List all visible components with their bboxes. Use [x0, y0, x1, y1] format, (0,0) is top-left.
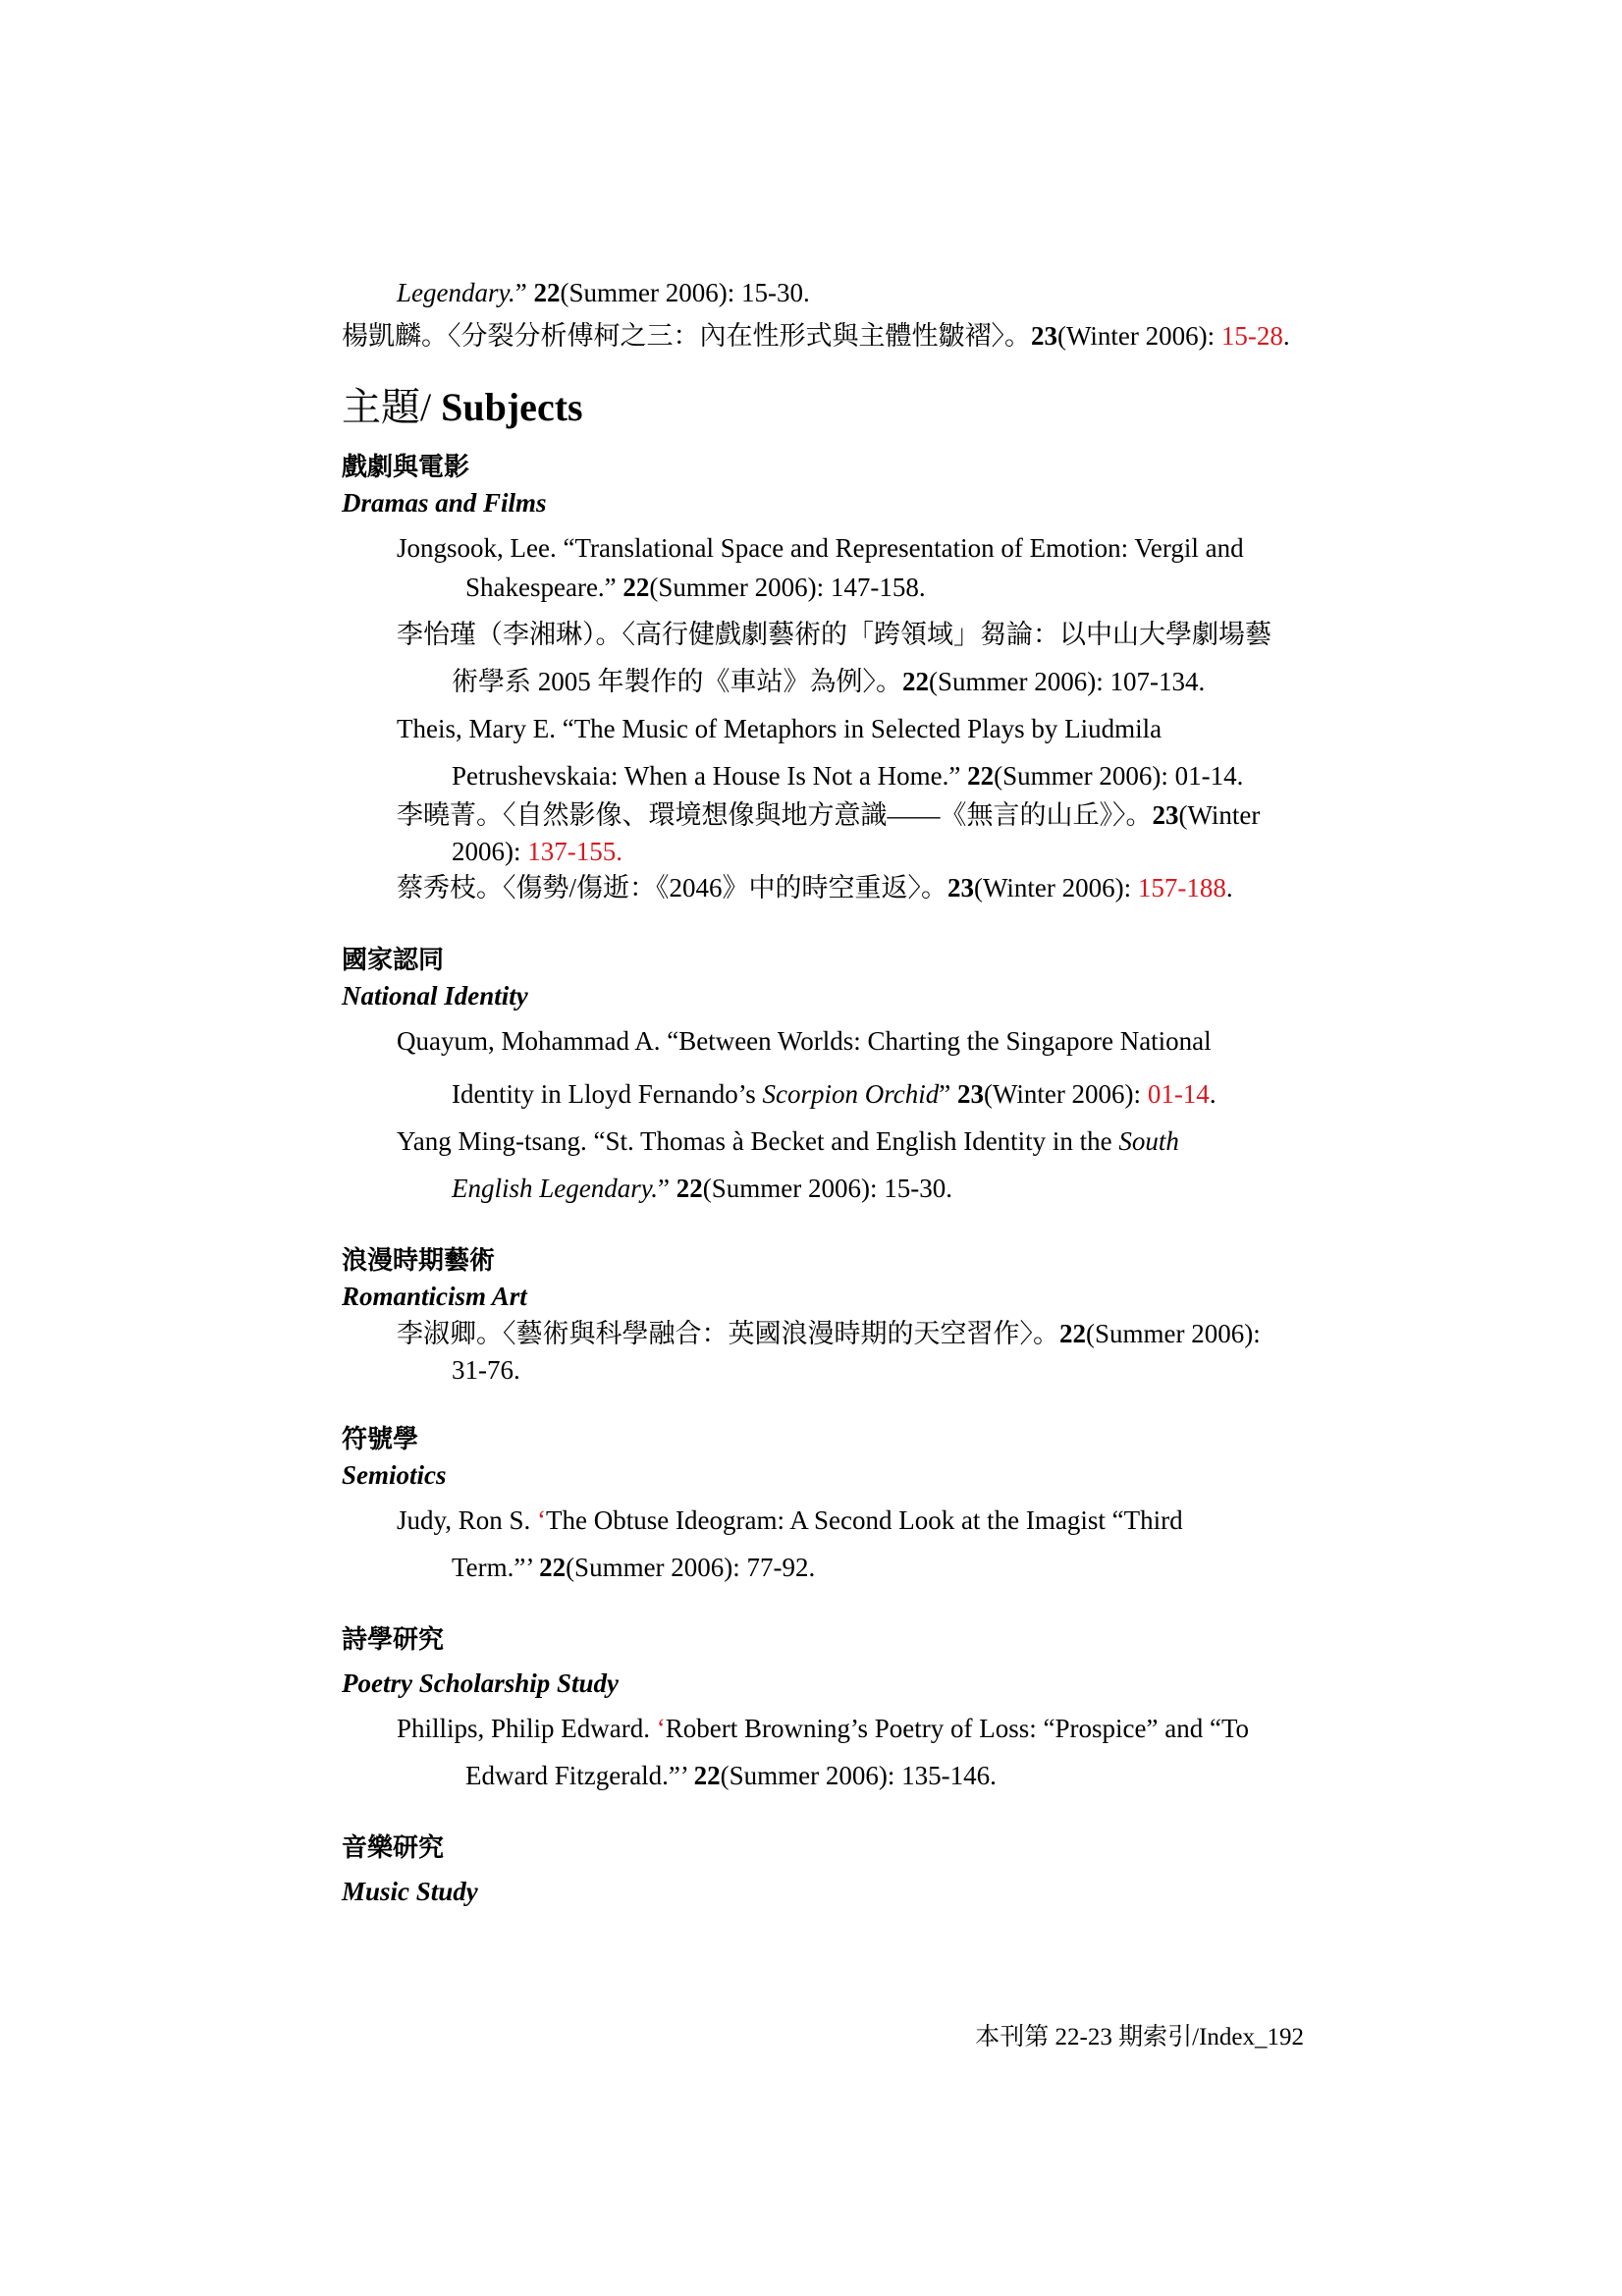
category-heading-en: Dramas and Films [342, 488, 547, 518]
category-heading-zh: 音樂研究 [342, 1833, 445, 1863]
category-heading-zh: 詩學研究 [342, 1625, 445, 1655]
entry-yang-mingtsang: Yang Ming-tsang. “St. Thomas à Becket and English Identity in the South [397, 1126, 1179, 1156]
category-heading-zh: 符號學 [342, 1425, 419, 1454]
category-heading-en: Romanticism Art [342, 1282, 527, 1311]
entry-li-xiaojing: 李曉菁。〈自然影像、環境想像與地方意識——《無言的山丘》〉。23(Winter [397, 800, 1261, 830]
category-heading-en: Music Study [342, 1877, 478, 1906]
entry-jongsook: Jongsook, Lee. “Translational Space and Representation of Emotion: Vergil and [397, 533, 1244, 563]
entry-quayum: Quayum, Mohammad A. “Between Worlds: Charting the Singapore National [397, 1026, 1212, 1056]
category-heading-zh: 國家認同 [342, 946, 445, 975]
entry-judy: Judy, Ron S. ‘The Obtuse Ideogram: A Second Look at the Imagist “Third [397, 1505, 1183, 1535]
entry-cai-xiuzhi: 蔡秀枝。〈傷勢/傷逝：《2046》中的時空重返〉。23(Winter 2006): 157-188. [397, 873, 1233, 902]
entry-continuation: Legendary.” 22(Summer 2006): 15-30. [397, 278, 810, 307]
entry-phillips: Phillips, Philip Edward. ‘Robert Browning’s Poetry of Loss: “Prospice” and “To [397, 1714, 1250, 1743]
index-page: Legendary.” 22(Summer 2006): 15-30. 楊凱麟。〈分裂分析傅柯之三：內在性形式與主體性皺褶〉。23(Winter 2006): 15-28. 主題/ Subjects 戲劇與電影 Dramas and Films Jongsook, Lee. “Translational Space and Representation of Emotion: Vergil and Shakespeare.” 22(Summer 2006): 147-158. 李怡瑾（李湘琳）。〈高行健戲劇藝術的「跨領域」芻論：以中山大學劇場藝 術學系 2005 年製作的《車站》為例〉。22(Summer 2006): 107-134. Theis, Mary E. “The Music of Metaphors in Selected Plays by Liudmila Petrushevskaia: When a House Is Not a Home.” 22(Summer 2006): 01-14. 李曉菁。〈自然影像、環境想像與地方意識——《無言的山丘》〉。23(Winter 2006): 137-155. 蔡秀枝。〈傷勢/傷逝：《2046》中的時空重返〉。23(Winter 2006): 157-188. 國家認同 National Identity Quayum, Mohammad A. “Between Worlds: Charting the Singapore National Identity in Lloyd Fernando’s Scorpion Orchid” 23(Winter 2006): 01-14. Yang Ming-tsang. “St. Thomas à Becket and English Identity in the South English Legendary.” 22(Summer 2006): 15-30. 浪漫時期藝術 Romanticism Art 李淑卿。〈藝術與科學融合：英國浪漫時期的天空習作〉。22(Summer 2006): 31-76. 符號學 Semiotics Judy, Ron S. ‘The Obtuse Ideogram: A Second Look at the Imagist “Third Term.”’ 22(Summer 2006): 77-92. 詩學研究 Poetry Scholarship Study Phillips, Philip Edward. ‘Robert Browning’s Poetry of Loss: “Prospice” and “To Edward Fitzgerald.”’ 22(Summer 2006): 135-146. 音樂研究 Music Study [342, 273, 1304, 1909]
category-heading-zh: 浪漫時期藝術 [342, 1246, 496, 1276]
entry-li-yijin: 李怡瑾（李湘琳）。〈高行健戲劇藝術的「跨領域」芻論：以中山大學劇場藝 [397, 620, 1271, 649]
section-title: 主題/ Subjects [342, 385, 583, 429]
page-footer: 本刊第 22-23 期索引/Index_192 [975, 2024, 1304, 2050]
entry-theis: Theis, Mary E. “The Music of Metaphors in Selected Plays by Liudmila [397, 714, 1162, 743]
entry-li-shuqing: 李淑卿。〈藝術與科學融合：英國浪漫時期的天空習作〉。22(Summer 2006): [397, 1319, 1261, 1348]
category-heading-en: Semiotics [342, 1460, 447, 1490]
category-heading-en: National Identity [342, 981, 528, 1011]
category-heading-en: Poetry Scholarship Study [342, 1668, 620, 1698]
entry-yang-kailin: 楊凱麟。〈分裂分析傅柯之三：內在性形式與主體性皺褶〉。23(Winter 2006): 15-28. [342, 321, 1290, 351]
category-heading-zh: 戲劇與電影 [342, 453, 470, 482]
